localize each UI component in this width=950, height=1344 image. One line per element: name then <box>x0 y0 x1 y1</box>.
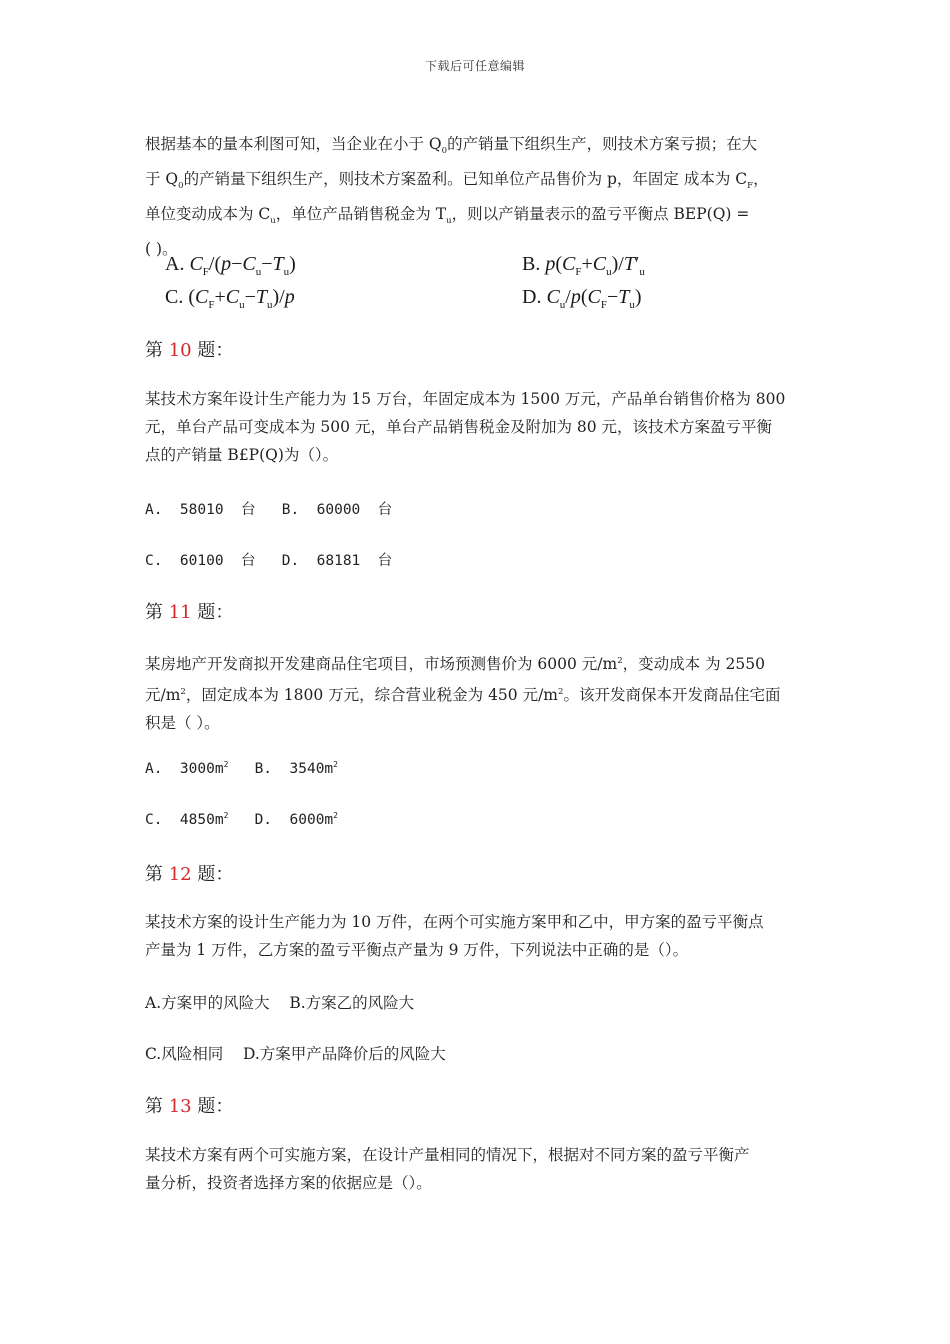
question-13-text <box>145 1141 815 1197</box>
intro-line-4: ( )。 <box>145 240 178 259</box>
intro-question <box>145 130 815 263</box>
formula-option-a: A. $C_F/(p-C_u-T_u)$ <box>165 253 296 278</box>
page-header: 下载后可任意编辑 <box>424 59 525 73</box>
question-10-title: 第 10 题： <box>145 340 234 361</box>
question-10-line-2: 元，单台产品可变成本为 500 元，单台产品销售税金及附加为 80 元，该技术方案盈亏平衡 <box>145 418 773 436</box>
intro-line-2: 于 $Q_0$的产销量下组织生产，则技术方案盈利。已知单位产品售价为 p，年固定 成本为 $C_F$， <box>145 170 769 192</box>
question-11-title: 第 11 题： <box>145 602 234 623</box>
formula-option-c: C. $(C_F+C_u-T_u)/p$ <box>165 286 295 311</box>
question-11-line-3: 积是（ ）。 <box>145 714 220 733</box>
question-13-title: 第 13 题： <box>145 1096 234 1117</box>
question-13-line-1: 某技术方案有两个可实施方案，在设计产量相同的情况下，根据对不同方案的盈亏平衡产 <box>145 1146 750 1164</box>
question-10-line-3: 点的产销量 B£P(Q)为（）。 <box>145 446 339 464</box>
question-11-options-ab: A. $3000m^2$ B. $3540m^2$ <box>145 760 338 777</box>
question-10-text <box>145 385 815 469</box>
intro-line-3: 单位变动成本为 $C_u$，单位产品销售税金为 $T_u$，则以产销量表示的盈亏平衡点 BEP(Q) = <box>145 205 750 227</box>
question-12-options-ab: A.方案甲的风险大 B.方案乙的风险大 <box>145 994 415 1012</box>
question-10-options-ab: A. 58010 台 B. 60000 台 <box>145 502 393 518</box>
question-11-line-1: 某房地产开发商拟开发建商品住宅项目，市场预测售价为 6000 元$/m^2$，变动成本 为 2550 <box>145 655 765 674</box>
question-12-title: 第 12 题： <box>145 864 234 885</box>
question-12-line-1: 某技术方案的设计生产能力为 10 万件，在两个可实施方案甲和乙中，甲方案的盈亏平衡点 <box>145 913 764 931</box>
question-11-options-cd: C. $4850m^2$ D. $6000m^2$ <box>145 811 338 828</box>
formula-option-b: B. $p(C_F+C_u)/T'_u$ <box>522 253 645 278</box>
question-10-options-cd: C. 60100 台 D. 68181 台 <box>145 553 393 569</box>
question-12-text <box>145 908 815 964</box>
question-11-line-2: 元$/m^2$，固定成本为 1800 万元，综合营业税金为 450 元$/m^2$。该开发商保本开发商品住宅面 <box>145 686 781 705</box>
question-11-text <box>145 647 815 737</box>
question-10-line-1: 某技术方案年设计生产能力为 15 万台，年固定成本为 1500 万元，产品单台销售价格为 800 <box>145 390 786 408</box>
intro-line-1: 根据基本的量本利图可知，当企业在小于 $Q_0$的产销量下组织生产，则技术方案亏损；在大 <box>145 135 758 157</box>
formula-option-d: D. $C_u/p(C_F-T_u)$ <box>522 286 642 311</box>
question-12-line-2: 产量为 1 万件，乙方案的盈亏平衡点产量为 9 万件，下列说法中正确的是（）。 <box>145 941 689 959</box>
question-13-line-2: 量分析，投资者选择方案的依据应是（）。 <box>145 1174 432 1192</box>
question-12-options-cd: C.风险相同 D.方案甲产品降价后的风险大 <box>145 1045 446 1063</box>
